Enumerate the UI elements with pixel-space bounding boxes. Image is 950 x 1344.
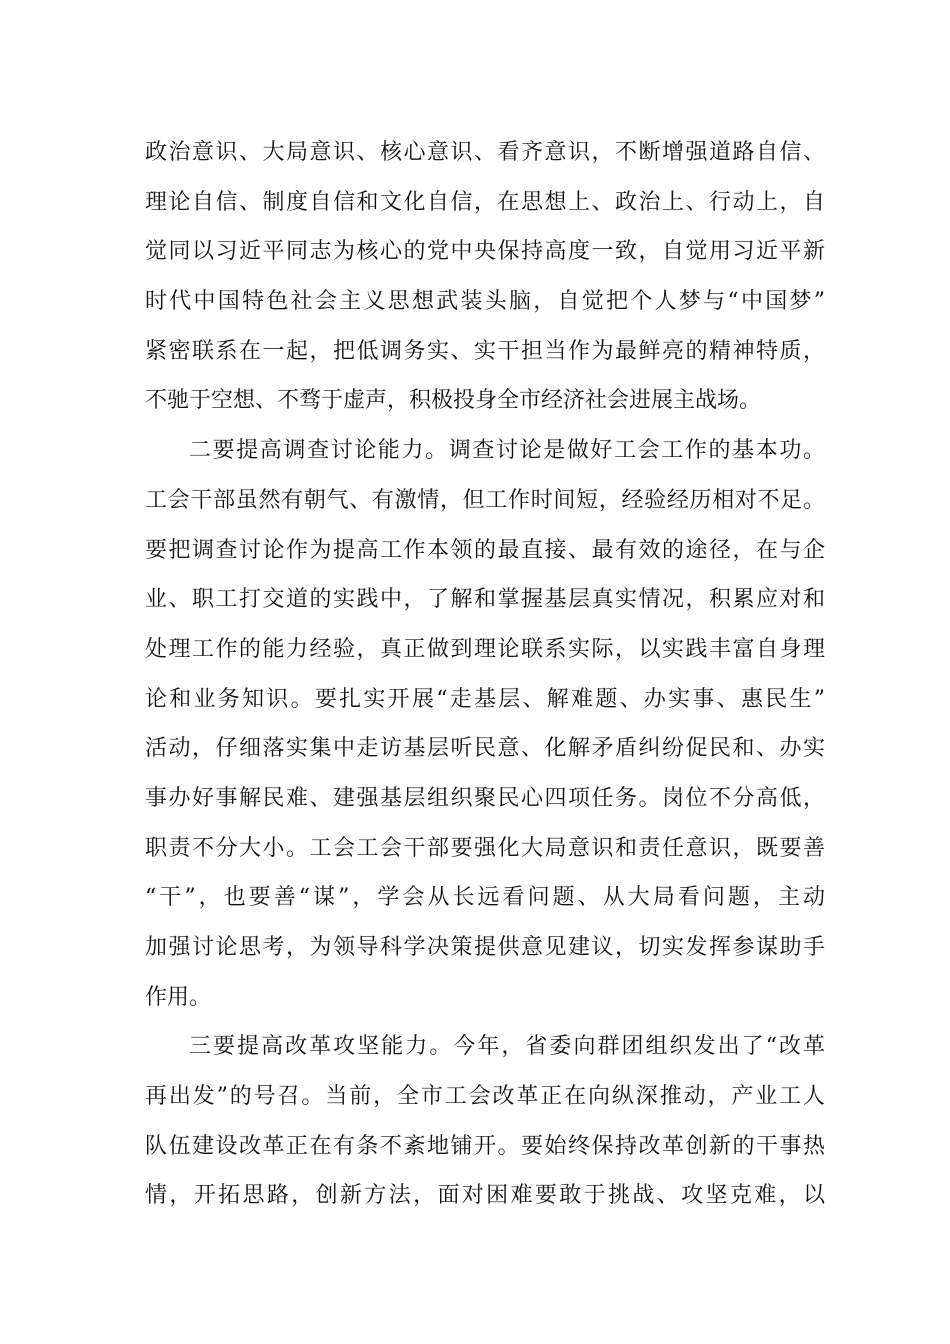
- text-line: 再出发”的号召。当前，全市工会改革正在向纵深推动，产业工人: [145, 1084, 825, 1110]
- text-line: 处理工作的能力经验，真正做到理论联系实际，以实践丰富自身理: [145, 636, 825, 662]
- paragraph-first-line: 三要提高改革攻坚能力。今年，省委向群团组织发出了“改革: [189, 1034, 825, 1060]
- text-line: 业、职工打交道的实践中，了解和掌握基层真实情况，积累应对和: [145, 587, 825, 613]
- paragraph-first-line: 二要提高调查讨论能力。调查讨论是做好工会工作的基本功。: [189, 438, 825, 464]
- text-line: 紧密联系在一起，把低调务实、实干担当作为最鲜亮的精神特质，: [145, 338, 825, 364]
- text-line: 加强讨论思考，为领导科学决策提供意见建议，切实发挥参谋助手: [145, 935, 825, 960]
- text-line: 情，开拓思路，创新方法，面对困难要敢于挑战、攻坚克难，以: [145, 1183, 825, 1209]
- text-line: 活动，仔细落实集中走访基层听民意、化解矛盾纠纷促民和、办实: [145, 736, 825, 762]
- text-line: 作用。: [145, 984, 212, 1010]
- body-text: [145, 128, 825, 1221]
- text-line: 事办好事解民难、建强基层组织聚民心四项任务。岗位不分高低，: [145, 785, 825, 811]
- text-line: 觉同以习近平同志为核心的党中央保持高度一致，自觉用习近平新: [145, 239, 825, 265]
- text-line: 理论自信、制度自信和文化自信，在思想上、政治上、行动上，自: [145, 189, 825, 215]
- text-line: 队伍建设改革正在有条不紊地铺开。要始终保持改革创新的干事热: [145, 1133, 825, 1159]
- text-line: 要把调查讨论作为提高工作本领的最直接、最有效的途径，在与企: [145, 537, 825, 563]
- text-line: “干”，也要善“谋”，学会从长远看问题、从大局看问题，主动: [145, 885, 825, 911]
- text-line: 工会干部虽然有朝气、有激情，但工作时间短，经验经历相对不足。: [145, 487, 825, 513]
- text-line: 论和业务知识。要扎实开展“走基层、解难题、办实事、惠民生”: [145, 686, 825, 712]
- text-line: 政治意识、大局意识、核心意识、看齐意识，不断增强道路自信、: [145, 140, 825, 165]
- text-line: 不驰于空想、不骛于虚声，积极投身全市经济社会进展主战场。: [145, 388, 762, 414]
- text-line: 职责不分大小。工会工会干部要强化大局意识和责任意识，既要善: [145, 835, 825, 861]
- text-line: 时代中国特色社会主义思想武装头脑，自觉把个人梦与“中国梦”: [145, 289, 825, 315]
